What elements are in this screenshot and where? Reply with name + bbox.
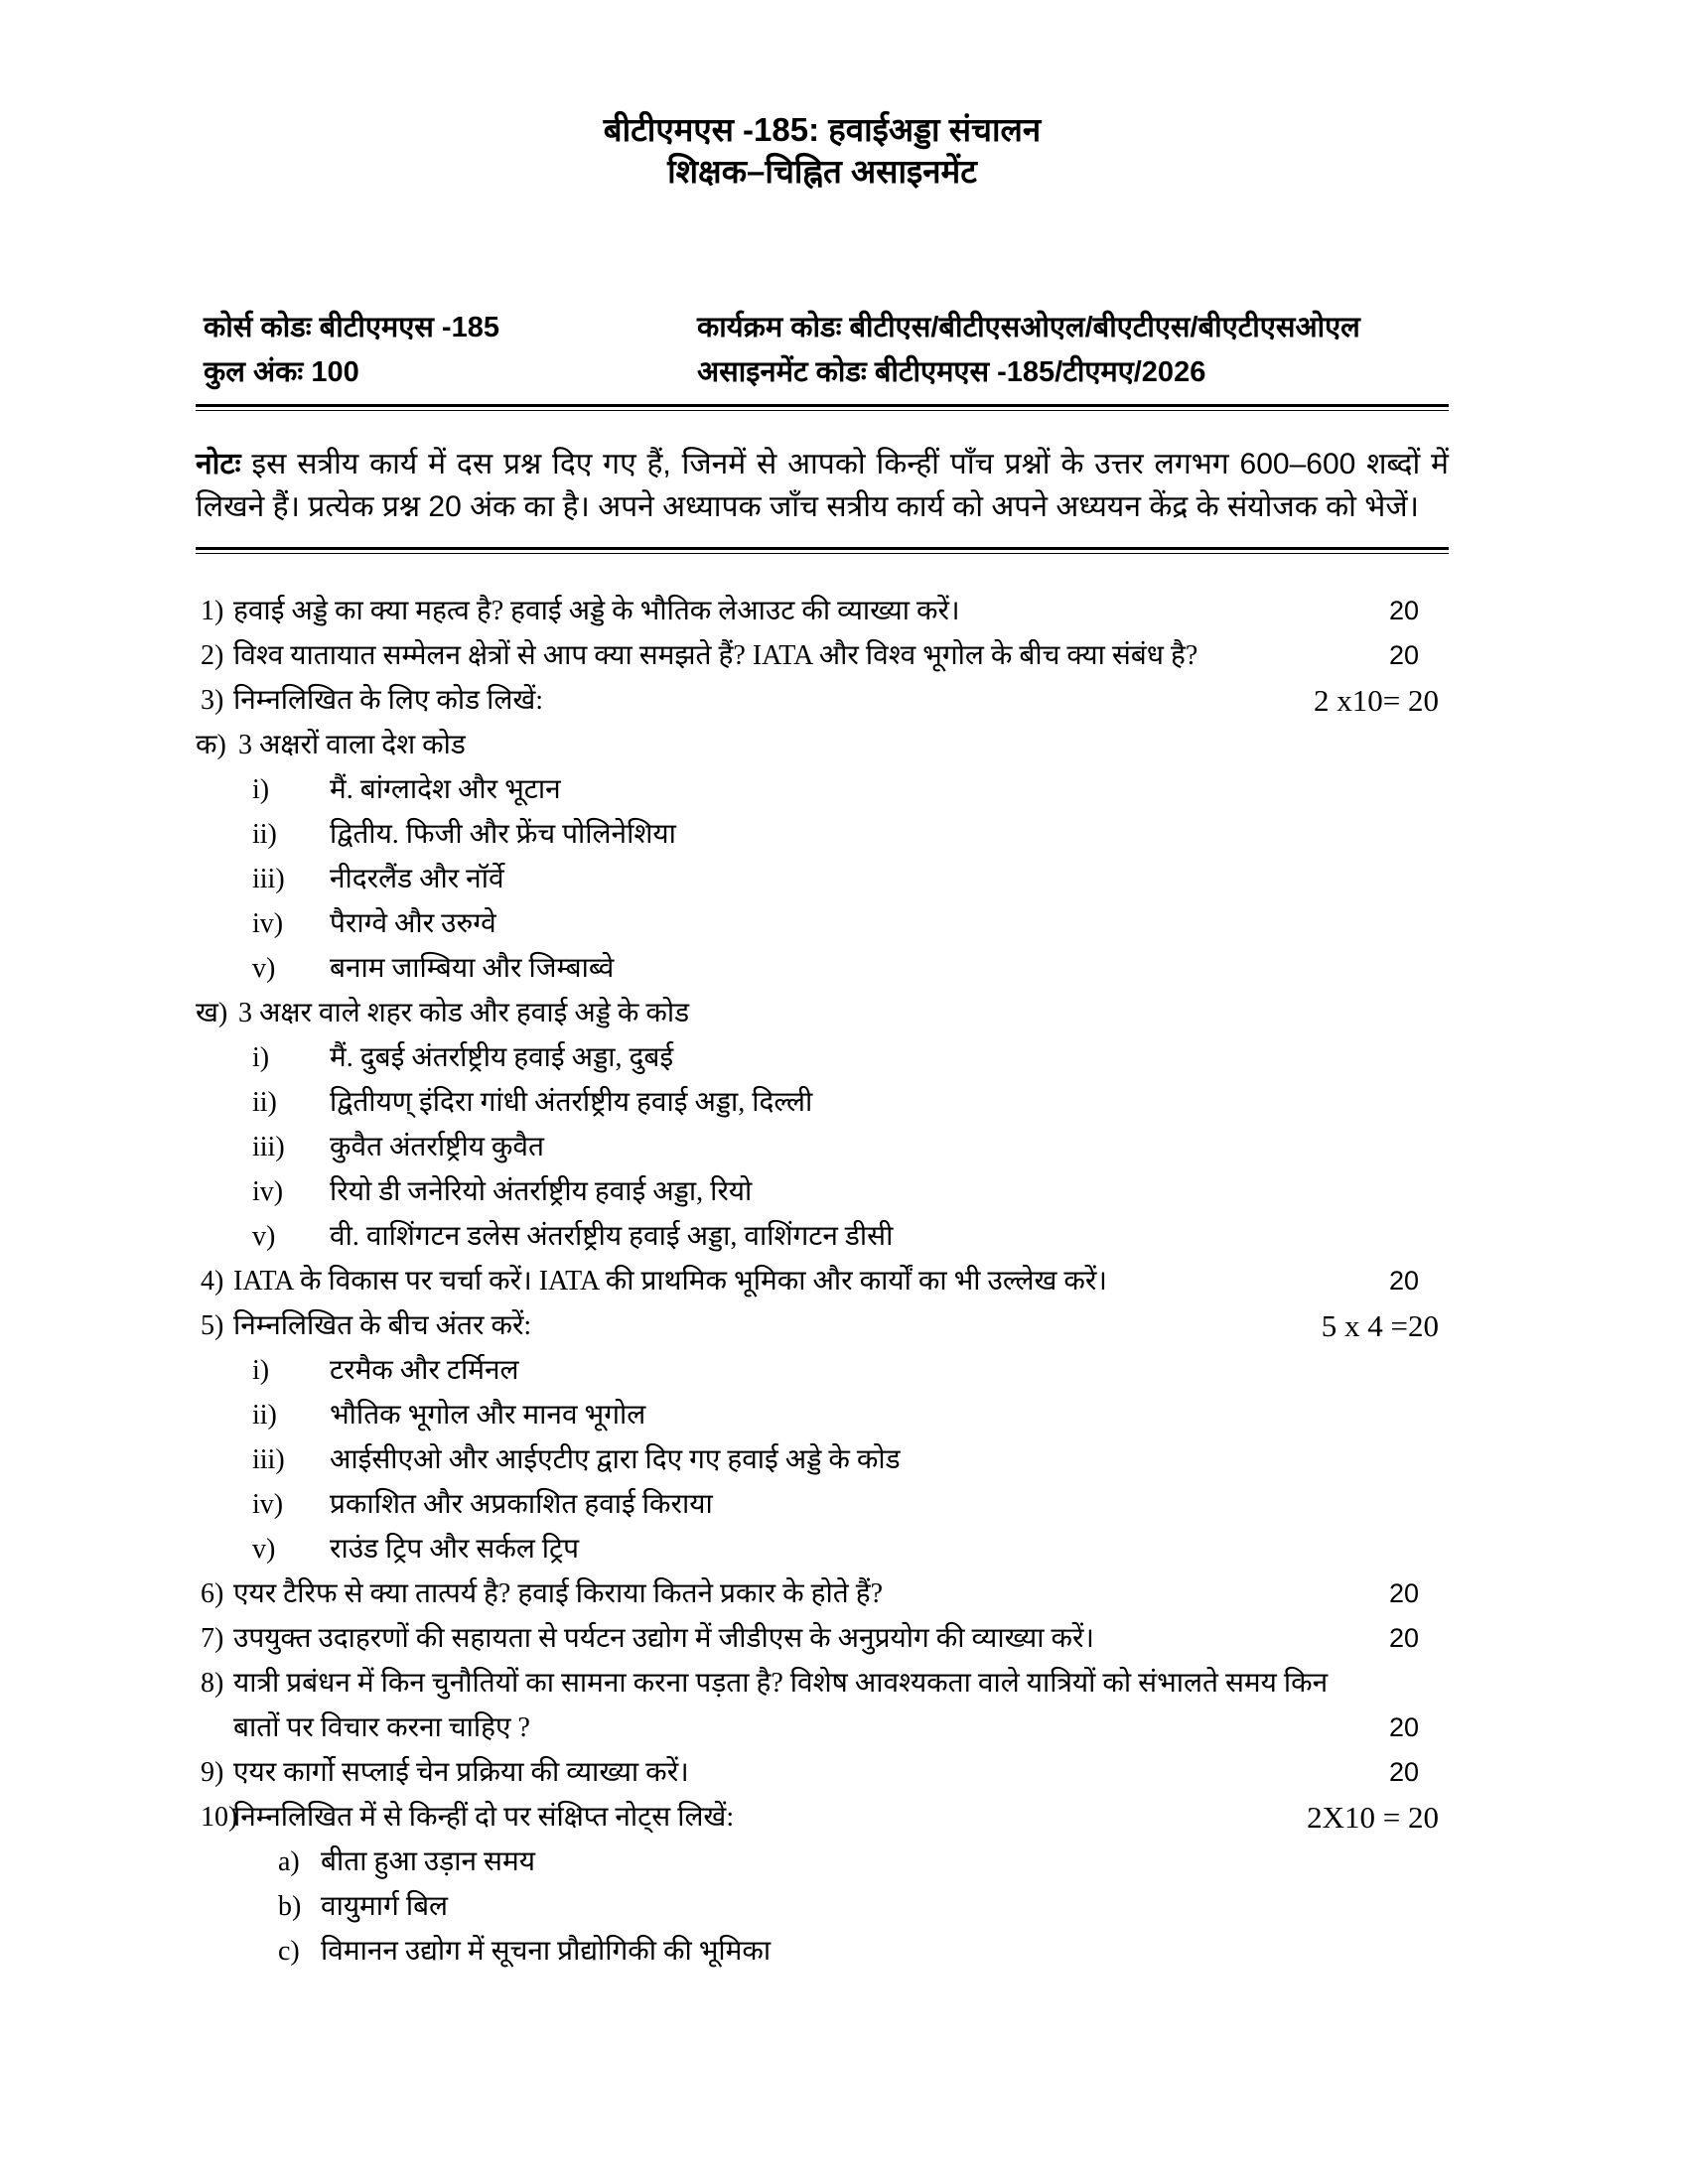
question-number: 1) xyxy=(201,596,224,626)
question-row-continuation xyxy=(196,1706,1449,1750)
question-row xyxy=(196,1125,1449,1169)
question-text: वायुमार्ग बिल xyxy=(321,1891,449,1922)
question-row xyxy=(196,1080,1449,1125)
meta-row xyxy=(196,350,1449,395)
meta-row xyxy=(196,306,1449,350)
question-row xyxy=(196,589,1449,633)
total-marks: कुल अंकः 100 xyxy=(204,356,359,388)
question-number: iv) xyxy=(252,908,284,939)
question-text: निम्नलिखित में से किन्हीं दो पर संक्षिप्त नोट्स लिखें: xyxy=(233,1802,735,1833)
question-row xyxy=(196,1393,1449,1437)
question-number: v) xyxy=(252,1221,276,1252)
question-marks: 2 x10= 20 xyxy=(1314,683,1439,718)
question-text: एयर टैरिफ से क्या तात्पर्य है? हवाई किराया कितने प्रकार के होते हैं? xyxy=(233,1578,884,1609)
question-row xyxy=(196,901,1449,946)
question-text: द्वितीयण् इंदिरा गांधी अंतर्राष्ट्रीय हवाई अड्डा, दिल्ली xyxy=(330,1087,813,1118)
question-row xyxy=(196,1616,1449,1661)
question-text: एयर कार्गो सप्लाई चेन प्रक्रिया की व्याख्या करें। xyxy=(233,1757,689,1788)
question-number: iv) xyxy=(252,1489,284,1520)
question-row xyxy=(196,1259,1449,1303)
question-number: b) xyxy=(278,1891,302,1922)
question-row xyxy=(196,946,1449,991)
question-row xyxy=(196,767,1449,812)
program-code: कार्यक्रम कोडः बीटीएस/बीटीएसओएल/बीएटीएस/बीएटीएसओएल xyxy=(697,312,1360,343)
question-text: 3 अक्षर वाले शहर कोड और हवाई अड्डे के कोड xyxy=(238,998,690,1028)
question-number: 8) xyxy=(201,1668,224,1699)
page-title: बीटीएमएस -185: हवाईअड्डा संचालन xyxy=(603,111,1042,148)
question-row xyxy=(196,991,1449,1035)
document-header xyxy=(196,109,1449,193)
question-number: c) xyxy=(278,1936,300,1967)
question-number: 4) xyxy=(201,1266,224,1297)
question-text: बातों पर विचार करना चाहिए ? xyxy=(233,1712,530,1743)
divider-bottom xyxy=(196,547,1449,554)
question-row xyxy=(196,1035,1449,1080)
question-text: बनाम जाम्बिया और जिम्बाब्वे xyxy=(330,953,615,984)
question-text: विमानन उद्योग में सूचना प्रौद्योगिकी की भूमिका xyxy=(321,1936,772,1967)
question-text: बीता हुआ उड़ान समय xyxy=(321,1846,535,1877)
question-row xyxy=(196,1661,1449,1706)
question-marks: 20 xyxy=(1388,1266,1419,1296)
question-marks: 20 xyxy=(1388,596,1419,625)
question-number: 9) xyxy=(201,1757,224,1788)
note-paragraph xyxy=(196,443,1449,528)
question-text: प्रकाशित और अप्रकाशित हवाई किराया xyxy=(330,1489,713,1520)
question-text: आईसीएओ और आईएटीए द्वारा दिए गए हवाई अड्डे के कोड xyxy=(330,1444,901,1475)
question-number: ii) xyxy=(252,819,277,850)
question-text: मैं. दुबई अंतर्राष्ट्रीय हवाई अड्डा, दुबई xyxy=(330,1042,674,1073)
question-number: iii) xyxy=(252,1132,285,1162)
question-number: ii) xyxy=(252,1087,277,1118)
question-row xyxy=(196,1571,1449,1616)
question-number: क) xyxy=(196,730,226,760)
question-text: IATA के विकास पर चर्चा करें। IATA की प्राथमिक भूमिका और कार्यों का भी उल्लेख करें। xyxy=(233,1266,1107,1297)
divider-top xyxy=(196,404,1449,411)
question-text: कुवैत अंतर्राष्ट्रीय कुवैत xyxy=(330,1132,544,1162)
question-marks: 20 xyxy=(1388,1578,1419,1608)
question-number: a) xyxy=(278,1846,300,1877)
question-row xyxy=(196,1214,1449,1259)
question-row xyxy=(196,1750,1449,1795)
question-row xyxy=(196,633,1449,678)
question-number: ख) xyxy=(196,998,228,1028)
question-row xyxy=(196,1482,1449,1527)
question-row xyxy=(196,1795,1449,1840)
note-label: नोटः xyxy=(196,448,241,480)
question-number: ii) xyxy=(252,1400,277,1431)
question-row xyxy=(196,1348,1449,1393)
question-row xyxy=(196,1840,1449,1884)
question-text: रियो डी जनेरियो अंतर्राष्ट्रीय हवाई अड्डा, रियो xyxy=(330,1176,753,1207)
question-row xyxy=(196,678,1449,723)
question-number: 10) xyxy=(201,1802,238,1833)
question-marks: 20 xyxy=(1388,640,1419,670)
question-row xyxy=(196,812,1449,857)
question-number: i) xyxy=(252,1355,270,1386)
question-row xyxy=(196,1437,1449,1482)
question-text: निम्नलिखित के बीच अंतर करें: xyxy=(233,1310,532,1341)
question-number: 6) xyxy=(201,1578,224,1609)
question-number: 5) xyxy=(201,1310,224,1341)
question-number: v) xyxy=(252,1534,276,1565)
question-text: विश्व यातायात सम्मेलन क्षेत्रों से आप क्या समझते हैं? IATA और विश्व भूगोल के बीच क्या संबंध है? xyxy=(233,640,1198,671)
question-number: i) xyxy=(252,774,270,805)
page-subtitle: शिक्षक–चिह्नित असाइनमेंट xyxy=(667,153,977,190)
question-marks: 20 xyxy=(1388,1712,1419,1742)
note-text: इस सत्रीय कार्य में दस प्रश्न दिए गए हैं, जिनमें से आपको किन्हीं पाँच प्रश्नों के उत्तर लगभग 600–600 शब्दों में लिखने हैं। प्रत्येक प्रश्न 20 अंक का है। अपने अध्यापक जाँच सत्रीय कार्य को अपने अध्ययन केंद्र के संयोजक को भेजें। xyxy=(196,448,1449,523)
question-marks: 2X10 = 20 xyxy=(1307,1800,1439,1835)
question-marks: 20 xyxy=(1388,1757,1419,1787)
question-text: मैं. बांग्लादेश और भूटान xyxy=(330,774,561,805)
question-number: 2) xyxy=(201,640,224,671)
question-text: 3 अक्षरों वाला देश कोड xyxy=(238,730,466,760)
question-text: टरमैक और टर्मिनल xyxy=(330,1355,519,1386)
question-text: भौतिक भूगोल और मानव भूगोल xyxy=(330,1400,646,1431)
question-number: iii) xyxy=(252,1444,285,1475)
question-number: i) xyxy=(252,1042,270,1073)
question-text: द्वितीय. फिजी और फ्रेंच पोलिनेशिया xyxy=(330,819,676,850)
question-marks: 20 xyxy=(1388,1623,1419,1653)
question-marks: 5 x 4 =20 xyxy=(1321,1308,1439,1343)
question-row xyxy=(196,723,1449,767)
question-text: हवाई अड्डे का क्या महत्व है? हवाई अड्डे के भौतिक लेआउट की व्याख्या करें। xyxy=(233,596,960,626)
question-row xyxy=(196,1929,1449,1974)
question-text: राउंड ट्रिप और सर्कल ट्रिप xyxy=(330,1534,580,1565)
question-text: निम्नलिखित के लिए कोड लिखें: xyxy=(233,685,544,716)
question-text: उपयुक्त उदाहरणों की सहायता से पर्यटन उद्योग में जीडीएस के अनुप्रयोग की व्याख्या करें। xyxy=(233,1623,1095,1654)
question-text: यात्री प्रबंधन में किन चुनौतियों का सामना करना पड़ता है? विशेष आवश्यकता वाले यात्रियों को संभालते समय किन xyxy=(233,1668,1329,1699)
question-number: 7) xyxy=(201,1623,224,1654)
question-number: 3) xyxy=(201,685,224,716)
question-row xyxy=(196,1169,1449,1214)
assignment-code: असाइनमेंट कोडः बीटीएमएस -185/टीएमए/2026 xyxy=(697,356,1206,388)
question-text: वी. वाशिंगटन डलेस अंतर्राष्ट्रीय हवाई अड्डा, वाशिंगटन डीसी xyxy=(330,1221,894,1252)
question-row xyxy=(196,857,1449,901)
question-number: iii) xyxy=(252,864,285,894)
question-number: v) xyxy=(252,953,276,984)
question-number: iv) xyxy=(252,1176,284,1207)
question-text: नीदरलैंड और नॉर्वे xyxy=(330,864,504,894)
question-text: पैराग्वे और उरुग्वे xyxy=(330,908,496,939)
question-list xyxy=(196,589,1449,1974)
question-row xyxy=(196,1527,1449,1571)
course-code: कोर्स कोडः बीटीएमएस -185 xyxy=(204,312,499,343)
course-meta xyxy=(196,306,1449,395)
question-row xyxy=(196,1884,1449,1929)
question-row xyxy=(196,1303,1449,1348)
